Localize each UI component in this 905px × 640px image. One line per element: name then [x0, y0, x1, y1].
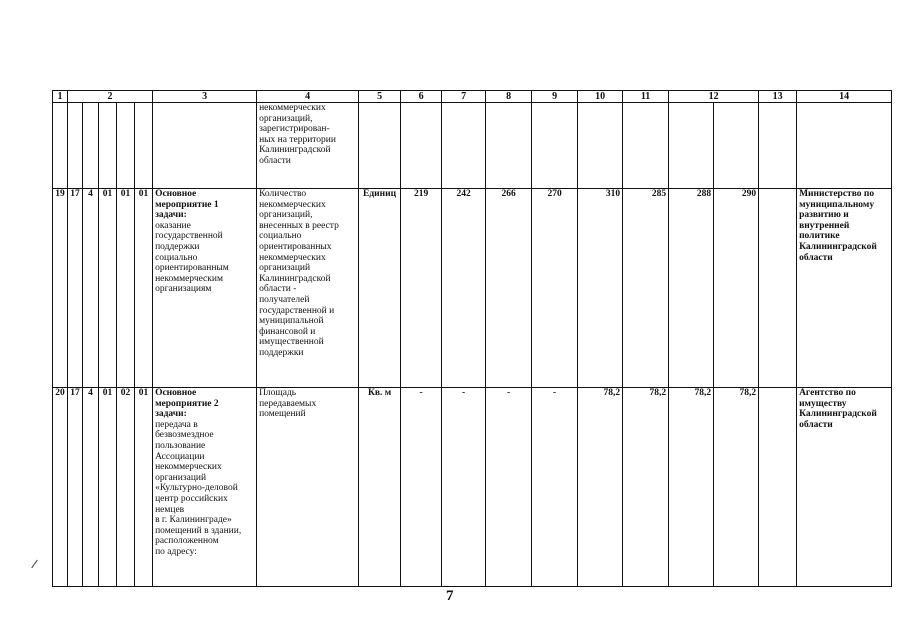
measure-text: оказание государственной поддержки социально ориентированным некоммерческим организациям — [155, 220, 229, 295]
value-cell: 288 — [669, 189, 714, 388]
responsible-cell: Агентство по имуществу Калининградской области — [797, 388, 892, 587]
indicator-cell: Площадь передаваемых помещений — [257, 388, 359, 587]
header-col-3: 3 — [153, 91, 257, 103]
value-cell — [532, 103, 578, 189]
indicator-cell: некоммерческих организаций, зарегистрирован- ных на территории Калининградской области — [257, 103, 359, 189]
code-cell — [135, 103, 153, 189]
header-col-7: 7 — [442, 91, 486, 103]
code-cell — [117, 103, 135, 189]
value-cell — [486, 103, 532, 189]
value-cell: 270 — [532, 189, 578, 388]
value-cell: 290 — [714, 189, 759, 388]
value-cell: 219 — [401, 189, 442, 388]
header-col-8: 8 — [486, 91, 532, 103]
value-cell: 266 — [486, 189, 532, 388]
header-col-2: 2 — [68, 91, 153, 103]
table-row — [53, 388, 892, 587]
code-cell: 01 — [99, 189, 117, 388]
value-cell — [401, 103, 442, 189]
code-cell: 17 — [68, 388, 83, 587]
value-cell: 78,2 — [578, 388, 623, 587]
value-cell — [714, 103, 759, 189]
header-col-1: 1 — [53, 91, 68, 103]
code-cell: 19 — [53, 189, 68, 388]
header-col-13: 13 — [759, 91, 797, 103]
header-col-4: 4 — [257, 91, 359, 103]
header-col-6: 6 — [401, 91, 442, 103]
measure-title: Основное мероприятие 1 задачи: — [155, 189, 219, 221]
value-cell — [623, 103, 669, 189]
value-cell: 78,2 — [669, 388, 714, 587]
margin-pen-mark — [31, 560, 38, 569]
code-cell: 01 — [135, 189, 153, 388]
value-cell: - — [532, 388, 578, 587]
page-number: 7 — [446, 588, 454, 604]
unit-cell: Единиц — [359, 189, 401, 388]
code-cell: 4 — [83, 388, 99, 587]
header-col-5: 5 — [359, 91, 401, 103]
measure-title: Основное мероприятие 2 задачи: — [155, 388, 219, 420]
code-cell: 02 — [117, 388, 135, 587]
value-cell: 78,2 — [623, 388, 669, 587]
value-cell: - — [442, 388, 486, 587]
unit-cell: Кв. м — [359, 388, 401, 587]
value-cell: 242 — [442, 189, 486, 388]
indicator-cell: Количество некоммерческих организаций, внесенных в реестр социально ориентированных некоммерческих организаций Калининградской области - получателей государственной и муниципальной финансовой и имущественной поддержки — [257, 189, 359, 388]
header-row — [53, 91, 892, 103]
value-cell — [669, 103, 714, 189]
value-cell: - — [486, 388, 532, 587]
responsible-cell: Министерство по муниципальному развитию и внутренней политике Калининградской области — [797, 189, 892, 388]
value-cell: - — [401, 388, 442, 587]
program-table — [52, 90, 892, 587]
code-cell — [99, 103, 117, 189]
header-col-9: 9 — [532, 91, 578, 103]
empty-cell — [759, 103, 797, 189]
code-cell: 01 — [99, 388, 117, 587]
code-cell: 01 — [117, 189, 135, 388]
code-cell: 20 — [53, 388, 68, 587]
header-col-11: 11 — [623, 91, 669, 103]
value-cell — [442, 103, 486, 189]
measure-cell — [153, 103, 257, 189]
measure-cell — [153, 189, 257, 388]
code-cell: 01 — [135, 388, 153, 587]
measure-text: передача в безвозмездное пользование Ассоциации некоммерческих организаций «Культурно-деловой центр российских немцев в г. Калининграде» помещений в здании, расположенном по адресу: — [155, 419, 242, 557]
code-cell — [83, 103, 99, 189]
header-col-12: 12 — [669, 91, 759, 103]
unit-cell — [359, 103, 401, 189]
code-cell: 4 — [83, 189, 99, 388]
value-cell: 310 — [578, 189, 623, 388]
value-cell: 285 — [623, 189, 669, 388]
code-cell — [68, 103, 83, 189]
table-row — [53, 103, 892, 189]
code-cell — [53, 103, 68, 189]
value-cell: 78,2 — [714, 388, 759, 587]
responsible-cell — [797, 103, 892, 189]
header-col-14: 14 — [797, 91, 892, 103]
header-col-10: 10 — [578, 91, 623, 103]
code-cell: 17 — [68, 189, 83, 388]
measure-cell — [153, 388, 257, 587]
table-row — [53, 189, 892, 388]
empty-cell — [759, 189, 797, 388]
empty-cell — [759, 388, 797, 587]
value-cell — [578, 103, 623, 189]
